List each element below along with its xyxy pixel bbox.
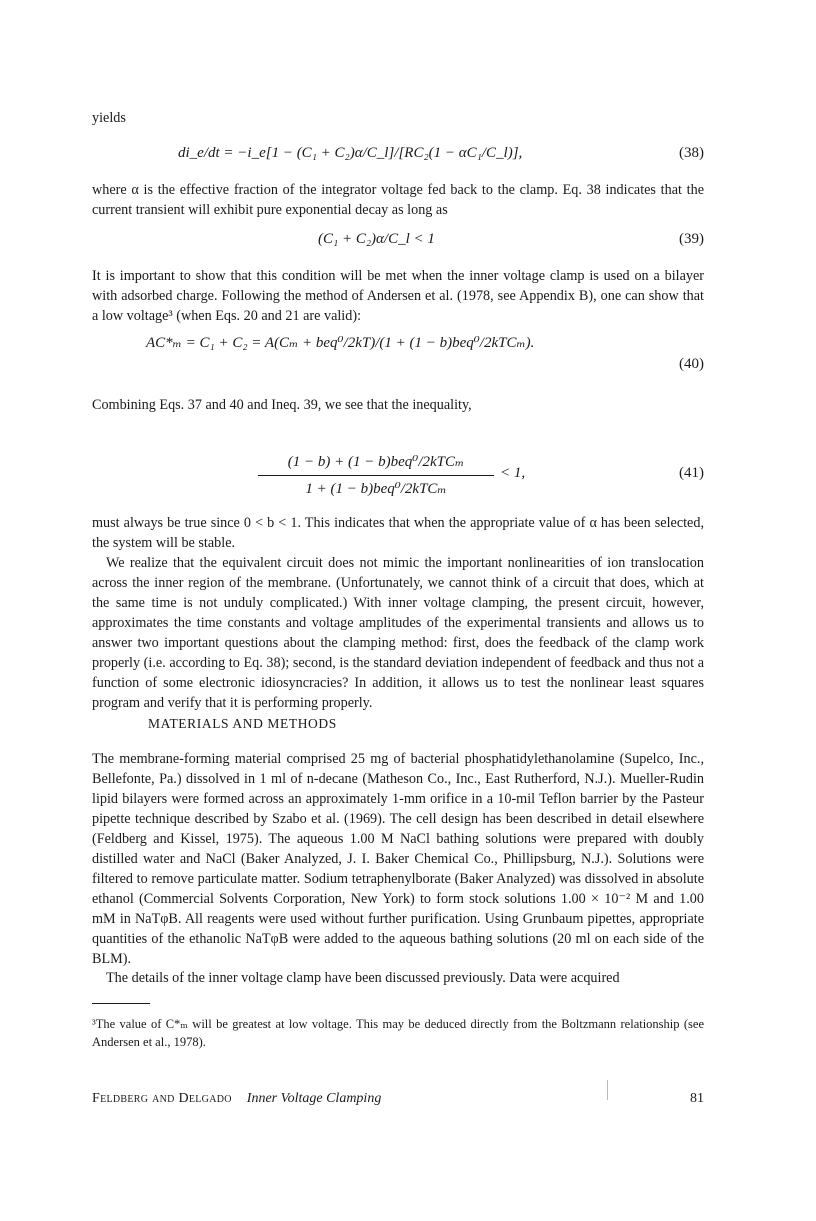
- equation-40: AC*ₘ = C₁ + C₂ = A(Cₘ + beq⁰/2kT)/(1 + (1 − b)beq⁰/2kTCₘ).: [146, 335, 535, 351]
- paragraph-clamp-details: The details of the inner voltage clamp have been discussed previously. Data were acquired: [106, 970, 620, 986]
- inequality-41-denominator: 1 + (1 − b)beq⁰/2kTCₘ: [305, 481, 447, 497]
- page-number: 81: [690, 1091, 704, 1106]
- fraction-bar: [258, 475, 494, 476]
- equation-38-number: (38): [679, 145, 704, 161]
- footnote-3: ³The value of C*ₘ will be greatest at low voltage. This may be deduced directly from the Boltzmann relationship (see Andersen et al., 1978).: [92, 1017, 704, 1049]
- scan-mark: [607, 1080, 608, 1100]
- text-yields: yields: [92, 110, 126, 126]
- footnote-rule: [92, 1003, 150, 1004]
- inequality-39: (C₁ + C₂)α/C_l < 1: [318, 231, 435, 247]
- equation-40-number: (40): [679, 356, 704, 372]
- footer-title: Inner Voltage Clamping: [246, 1091, 382, 1106]
- paragraph-after-eq38: where α is the effective fraction of the integrator voltage fed back to the clamp. Eq. 38 indicates that the current transient will exhibit pure exponential decay as long as: [92, 182, 704, 218]
- paragraph-must-be-true: must always be true since 0 < b < 1. This indicates that when the appropriate value of α has been selected, the system will be stable.: [92, 515, 704, 551]
- footer-authors: Feldberg and Delgado: [92, 1091, 232, 1106]
- paragraph-we-realize: We realize that the equivalent circuit does not mimic the important nonlinearities of ion translocation across the inner region of the membrane. (Unfortunately, we cannot think of a circuit that does, which at the same time is not unduly complicated.) With inner voltage clamping, the present circuit, however, approximates the time constants and voltage amplitudes of the experimental transients and allows us to answer two important questions about the clamping method: first, does the feedback of the clamp work properly (i.e. according to Eq. 38); second, is the standard deviation independent of feedback and thus not a function of some electronic idiosyncracies? In addition, it allows us to test the nonlinear least squares program and verify that it is performing properly.: [92, 555, 704, 711]
- paragraph-combining: Combining Eqs. 37 and 40 and Ineq. 39, we see that the inequality,: [92, 397, 472, 413]
- inequality-39-number: (39): [679, 231, 704, 247]
- inequality-41-numerator: (1 − b) + (1 − b)beq⁰/2kTCₘ: [287, 454, 465, 470]
- equation-38: di_e/dt = −i_e[1 − (C₁ + C₂)α/C_l]/[RC₂(1 − αC₁/C_l)],: [178, 145, 523, 161]
- running-footer: [92, 1091, 381, 1107]
- inequality-41-number: (41): [679, 465, 704, 481]
- paragraph-after-eq39: It is important to show that this condition will be met when the inner voltage clamp is used on a bilayer with adsorbed charge. Following the method of Andersen et al. (1978, see Appendix B), one can show that a low voltage³ (when Eqs. 20 and 21 are valid):: [92, 268, 704, 324]
- section-heading-materials-methods: MATERIALS AND METHODS: [148, 716, 337, 731]
- inequality-41-rhs: < 1,: [500, 465, 526, 481]
- paragraph-membrane-material: The membrane-forming material comprised 25 mg of bacterial phosphatidylethanolamine (Supelco, Inc., Bellefonte, Pa.) dissolved in 1 ml of n-decane (Matheson Co., Inc., East Rutherford, N.J.). Mueller-Rudin lipid bilayers were formed across an approximately 1-mm orifice in a 10-mil Teflon barrier by the Pasteur pipette technique described by Szabo et al. (1969). The cell design has been described in detail elsewhere (Feldberg and Kissel, 1975). The aqueous 1.00 M NaCl bathing solutions were prepared with doubly distilled water and NaCl (Baker Analyzed, J. I. Baker Chemical Co., Phillipsburg, N.J.). Solutions were filtered to remove particulate matter. Sodium tetraphenylborate (Baker Analyzed) was dissolved in absolute ethanol (Commercial Solvents Corporation, New York) to form stock solutions 1.00 × 10⁻² M and 1.00 mM in NaTφB. All reagents were used without further purification. Using Grunbaum pipettes, appropriate quantities of the ethanolic NaTφB were added to the aqueous bathing solutions (20 ml on each side of the BLM).: [92, 751, 704, 967]
